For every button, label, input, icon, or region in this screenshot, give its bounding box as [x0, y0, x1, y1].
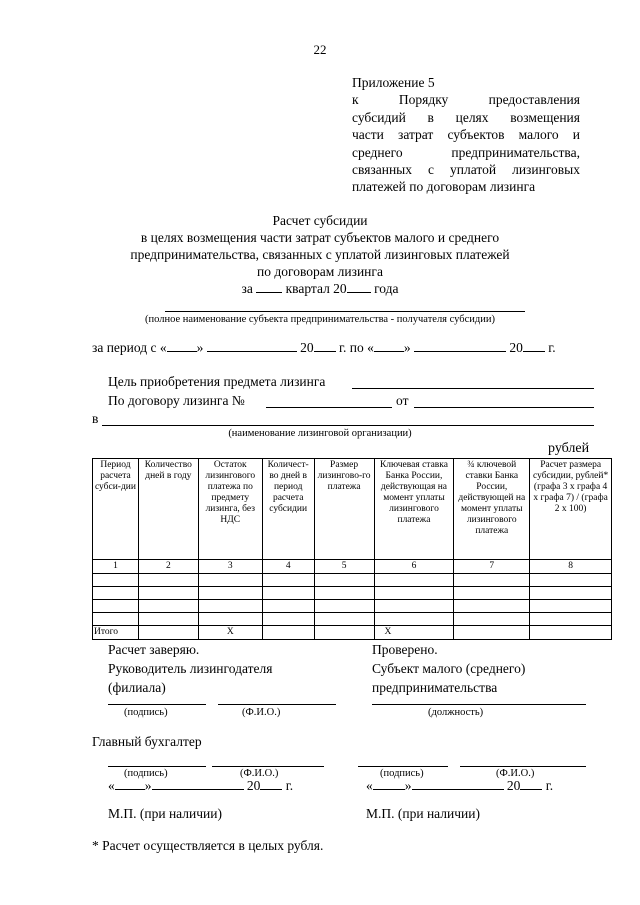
table-cell[interactable]	[530, 626, 612, 640]
left-date-row	[108, 778, 293, 794]
table-cell[interactable]	[93, 574, 139, 587]
left-sign-line: (филиала)	[108, 680, 166, 695]
period-to-label: г. по «	[339, 340, 374, 355]
title-period	[60, 280, 580, 297]
period-from-label: за период с «	[92, 340, 167, 355]
table-cell[interactable]	[314, 600, 374, 613]
table-cell[interactable]	[138, 587, 198, 600]
table-cell[interactable]	[530, 613, 612, 626]
title-line: по договорам лизинга	[257, 264, 383, 279]
appendix-line: части затрат субъектов малого и	[352, 127, 580, 143]
contract-number-field[interactable]	[266, 407, 392, 408]
appendix-line: платежей по договорам лизинга	[352, 179, 536, 195]
table-cell[interactable]	[198, 587, 262, 600]
lessor-in-label: в	[92, 411, 99, 426]
table-cell[interactable]	[454, 587, 530, 600]
table-header: Период расчета субси-дии	[93, 459, 139, 560]
caption-position: (должность)	[428, 707, 484, 718]
appendix-line: к Порядку предоставления	[352, 92, 580, 108]
contract-date-field[interactable]	[414, 407, 594, 408]
appendix-line: связанных с уплатой лизинговых	[352, 162, 580, 178]
month-field[interactable]	[152, 789, 244, 790]
right-sign-line: Субъект малого (среднего)	[372, 661, 526, 676]
year-label: 20	[509, 340, 523, 355]
title-line: в целях возмещения части затрат субъектов малого и среднего	[140, 230, 500, 245]
day-to-field[interactable]	[374, 351, 404, 352]
left-sign-block	[108, 640, 272, 697]
right-sign-line: Проверено.	[372, 642, 438, 657]
year-suffix: г.	[548, 340, 556, 355]
purpose-field[interactable]	[352, 388, 594, 389]
column-number: 5	[314, 560, 374, 574]
footnote: * Расчет осуществляется в целых рубля.	[92, 838, 324, 853]
column-number: 3	[198, 560, 262, 574]
quote: »	[144, 778, 152, 793]
table-cell[interactable]	[198, 613, 262, 626]
left-sign-line: Руководитель лизингодателя	[108, 661, 273, 676]
table-cell[interactable]	[314, 574, 374, 587]
table-cell[interactable]	[314, 587, 374, 600]
table-cell[interactable]	[93, 613, 139, 626]
table-cell[interactable]	[530, 600, 612, 613]
table-cell[interactable]	[374, 613, 454, 626]
month-to-field[interactable]	[414, 351, 506, 352]
table-row	[93, 613, 612, 626]
table-cell[interactable]	[314, 626, 374, 640]
table-header: Размер лизингово-го платежа	[314, 459, 374, 560]
table-cell[interactable]	[262, 613, 314, 626]
table-header: Количество дней в году	[138, 459, 198, 560]
day-field[interactable]	[373, 789, 405, 790]
year-label: 20	[300, 340, 314, 355]
lessor-field[interactable]	[102, 425, 594, 426]
lessor-caption: (наименование лизинговой организации)	[228, 428, 412, 439]
table-cell[interactable]	[198, 574, 262, 587]
table-row	[93, 600, 612, 613]
period-mid: квартал 20	[285, 281, 347, 296]
total-mark: X	[374, 626, 454, 640]
table-row	[93, 574, 612, 587]
appendix-line: субсидий в целях возмещения	[352, 109, 580, 125]
column-number: 6	[374, 560, 454, 574]
page-number: 22	[313, 42, 327, 57]
caption-signature: (подпись)	[380, 768, 424, 779]
appendix-line: Приложение 5	[352, 75, 435, 90]
subject-position-field[interactable]	[372, 704, 586, 705]
table-header: ¾ ключевой ставки Банка России, действующей на момент уплаты лизингового платежа	[454, 459, 530, 560]
table-total-row	[93, 626, 612, 640]
quote: »	[403, 340, 411, 355]
caption-name: (Ф.И.О.)	[242, 707, 281, 718]
quote: «	[366, 778, 373, 793]
day-field[interactable]	[115, 789, 145, 790]
table-header: Количест-во дней в период расчета субсидии	[262, 459, 314, 560]
table-cell[interactable]	[93, 587, 139, 600]
total-mark: X	[198, 626, 262, 640]
year-from-field[interactable]	[314, 351, 336, 352]
column-number: 7	[454, 560, 530, 574]
table-cell[interactable]	[374, 574, 454, 587]
year-field[interactable]	[347, 292, 371, 293]
table-header: Ключевая ставка Банка России, действующая на момент уплаты лизингового платежа	[374, 459, 454, 560]
subject-signature-field[interactable]	[358, 766, 448, 767]
total-label: Итого	[93, 626, 139, 640]
column-number: 8	[530, 560, 612, 574]
table-cell[interactable]	[198, 600, 262, 613]
column-number: 1	[93, 560, 139, 574]
contract-from-label: от	[396, 393, 409, 408]
table-cell[interactable]	[138, 626, 198, 640]
table-cell[interactable]	[262, 587, 314, 600]
table-cell[interactable]	[530, 574, 612, 587]
year-to-field[interactable]	[523, 351, 545, 352]
table-cell[interactable]	[454, 626, 530, 640]
quote: »	[404, 778, 412, 793]
table-cell[interactable]	[262, 600, 314, 613]
period-suffix: года	[374, 281, 399, 296]
table-cell[interactable]	[530, 587, 612, 600]
day-from-field[interactable]	[167, 351, 197, 352]
contract-label: По договору лизинга №	[108, 393, 245, 408]
recipient-caption: (полное наименование субъекта предпринимательства - получателя субсидии)	[145, 314, 495, 325]
subsidy-table	[92, 458, 612, 640]
year-field[interactable]	[520, 789, 542, 790]
right-date-row	[366, 778, 553, 794]
accountant-name-field[interactable]	[212, 766, 324, 767]
year-field[interactable]	[260, 789, 282, 790]
accountant-label: Главный бухгалтер	[92, 734, 202, 749]
caption-name: (Ф.И.О.)	[496, 768, 535, 779]
caption-signature: (подпись)	[124, 768, 168, 779]
table-cell[interactable]	[454, 600, 530, 613]
subject-name-field[interactable]	[460, 766, 586, 767]
table-cell[interactable]	[93, 600, 139, 613]
purpose-label: Цель приобретения предмета лизинга	[108, 374, 326, 389]
table-cell[interactable]	[454, 613, 530, 626]
table-cell[interactable]	[454, 574, 530, 587]
quarter-field[interactable]	[256, 292, 282, 293]
table-cell[interactable]	[262, 626, 314, 640]
appendix-block	[352, 74, 580, 196]
column-number: 2	[138, 560, 198, 574]
quote: »	[196, 340, 204, 355]
table-number-row	[93, 560, 612, 574]
left-sign-line: Расчет заверяю.	[108, 642, 200, 657]
caption-name: (Ф.И.О.)	[240, 768, 279, 779]
table-cell[interactable]	[138, 613, 198, 626]
caption-signature: (подпись)	[124, 707, 168, 718]
right-sign-block	[372, 640, 525, 697]
table-cell[interactable]	[138, 574, 198, 587]
document-title	[60, 212, 580, 297]
table-header-row	[93, 459, 612, 560]
year-label: 20	[506, 778, 521, 793]
column-number: 4	[262, 560, 314, 574]
currency-label: рублей	[548, 441, 590, 456]
stamp-label-left: М.П. (при наличии)	[108, 806, 222, 821]
director-name-field[interactable]	[218, 704, 336, 705]
period-row	[92, 340, 556, 356]
month-from-field[interactable]	[207, 351, 297, 352]
quote: «	[108, 778, 115, 793]
director-signature-field[interactable]	[108, 704, 206, 705]
right-sign-line: предпринимательства	[372, 680, 498, 695]
appendix-line: среднего предпринимательства,	[352, 144, 580, 160]
year-suffix: г.	[545, 778, 554, 793]
table-row	[93, 587, 612, 600]
table-header: Остаток лизингового платежа по предмету лизинга, без НДС	[198, 459, 262, 560]
table-cell[interactable]	[262, 574, 314, 587]
title-line: Расчет субсидии	[272, 213, 368, 228]
table-cell[interactable]	[314, 613, 374, 626]
title-line: предпринимательства, связанных с уплатой лизинговых платежей	[130, 247, 510, 262]
recipient-field[interactable]	[165, 311, 525, 312]
table-cell[interactable]	[374, 600, 454, 613]
table-cell[interactable]	[374, 587, 454, 600]
table-header: Расчет размера субсидии, рублей* (графа 3 х графа 4 х графа 7) / (графа 2 х 100)	[530, 459, 612, 560]
year-label: 20	[246, 778, 261, 793]
month-field[interactable]	[412, 789, 504, 790]
accountant-signature-field[interactable]	[108, 766, 206, 767]
period-prefix: за	[241, 281, 253, 296]
stamp-label-right: М.П. (при наличии)	[366, 806, 480, 821]
table-cell[interactable]	[138, 600, 198, 613]
year-suffix: г.	[285, 778, 294, 793]
